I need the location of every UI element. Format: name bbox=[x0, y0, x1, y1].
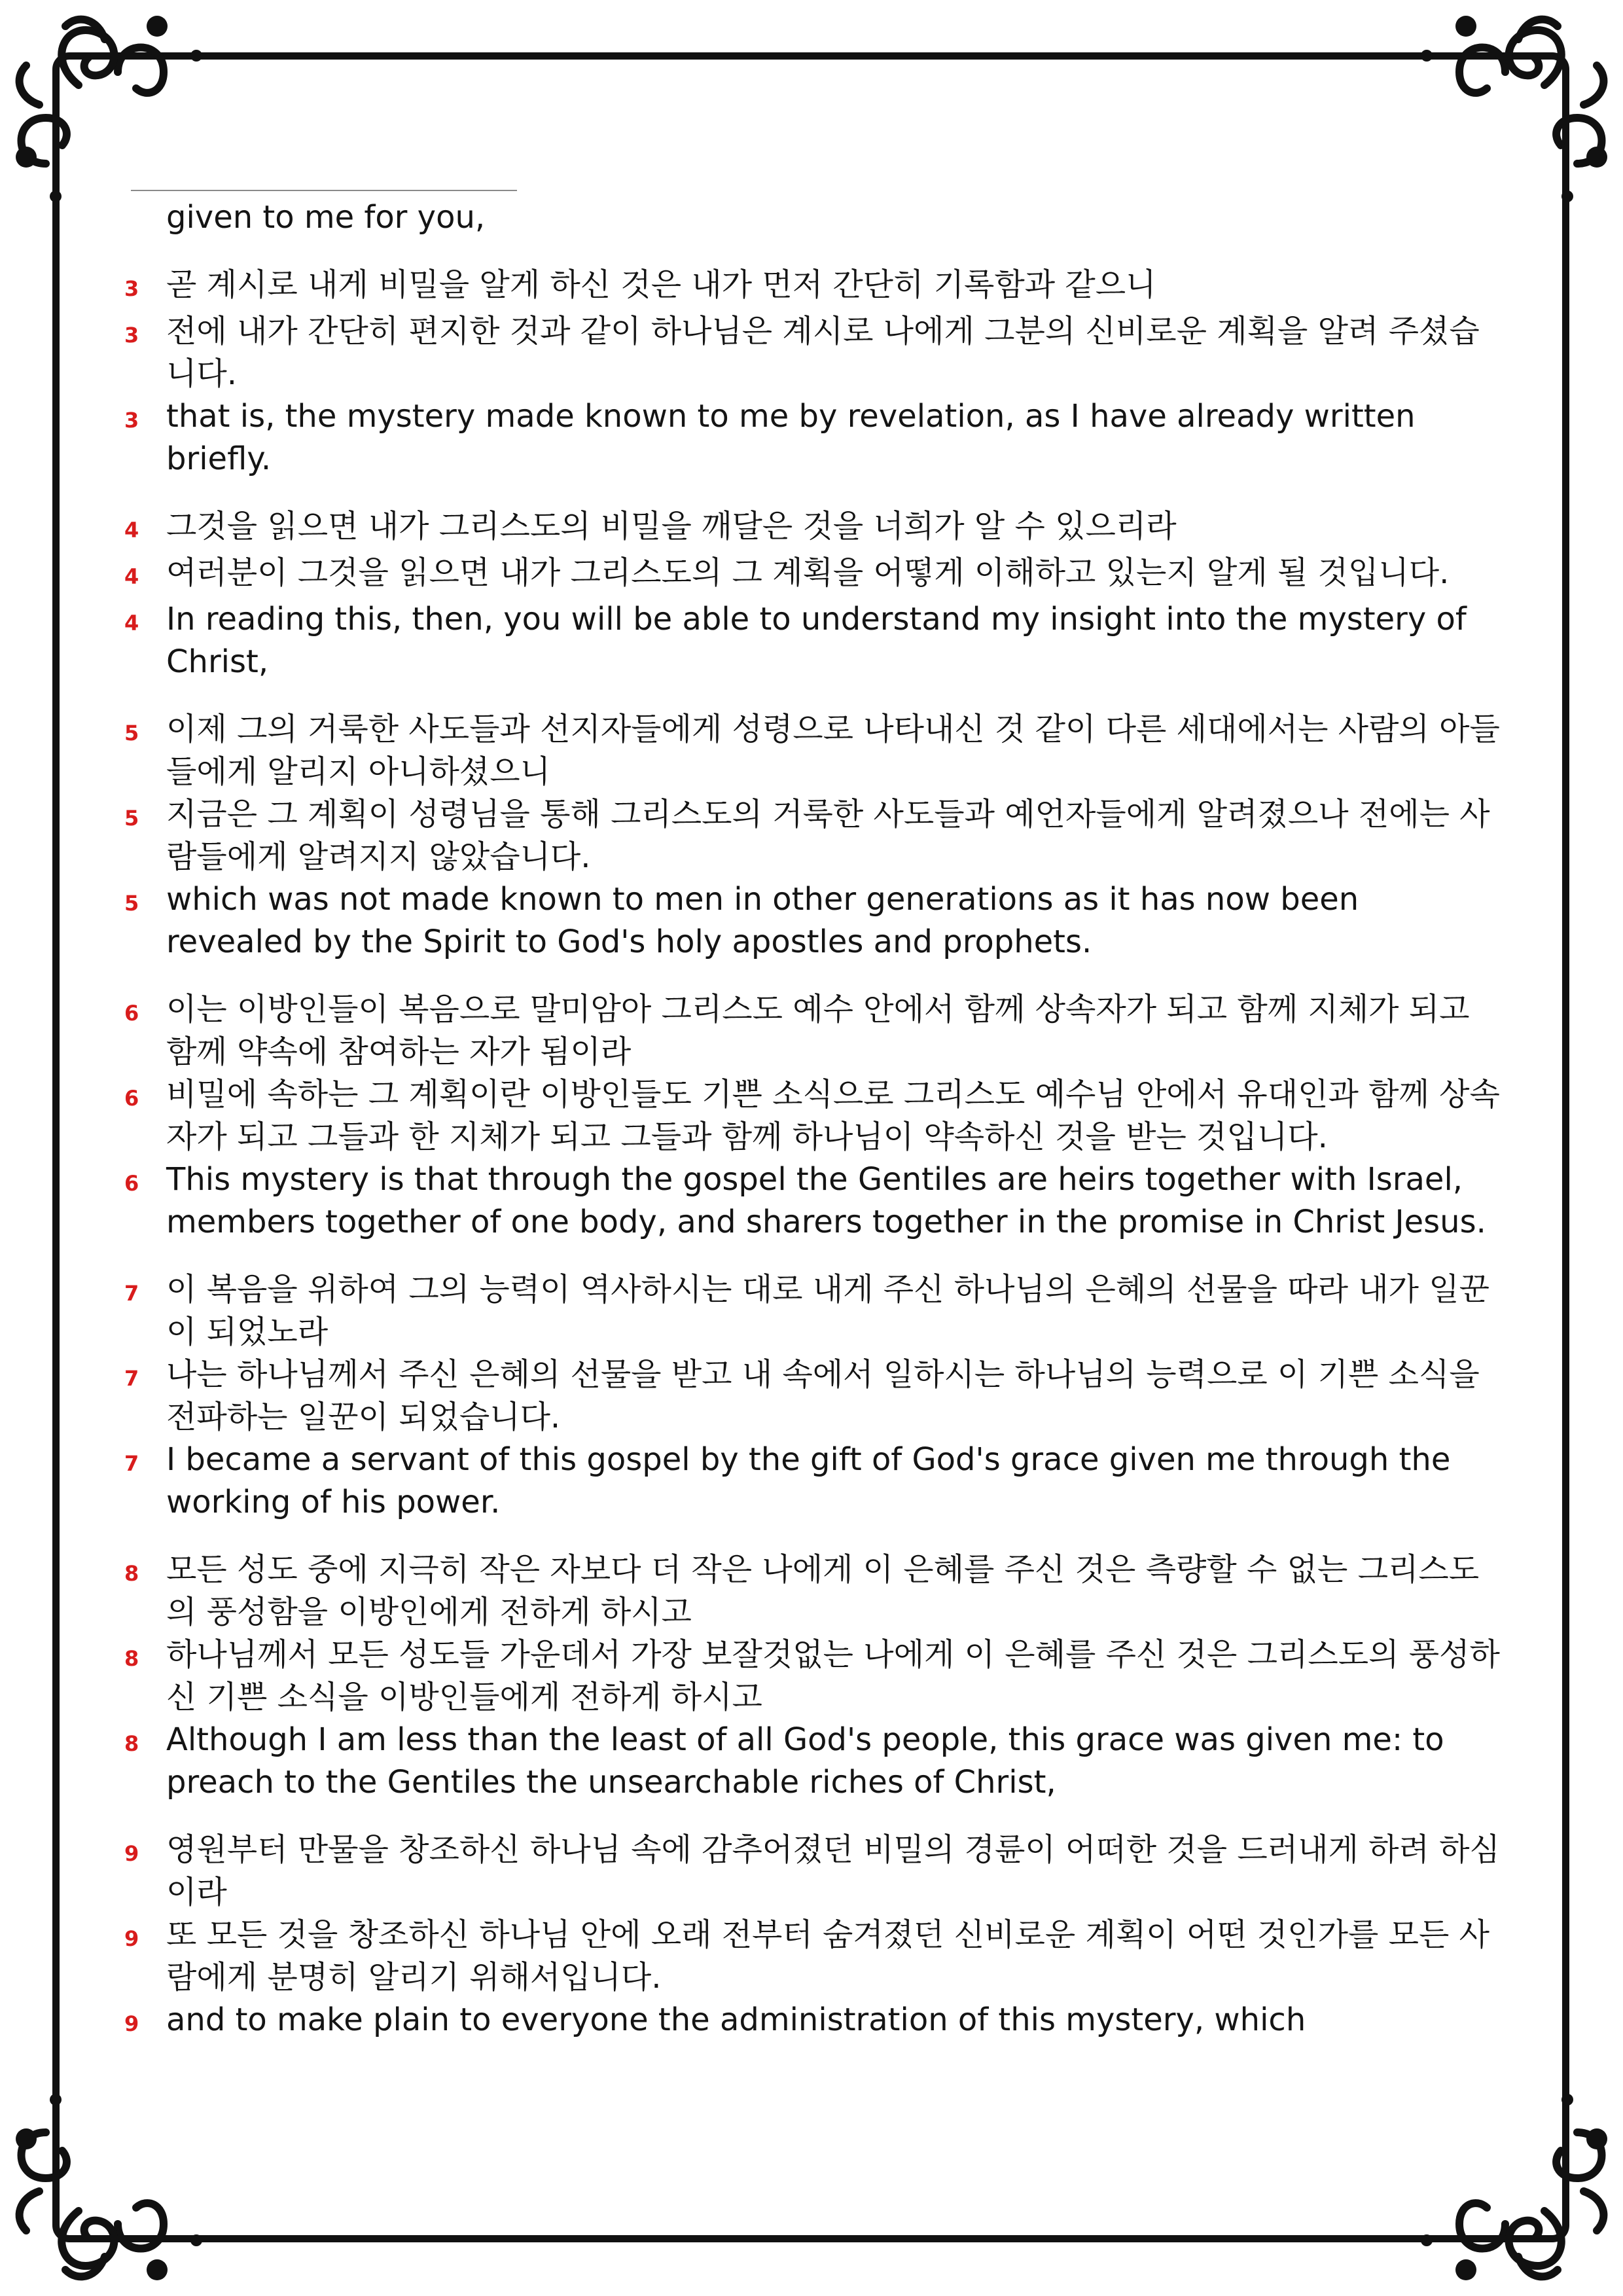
verse-content bbox=[124, 196, 1505, 2045]
verse-text: 또 모든 것을 창조하신 하나님 안에 오래 전부터 숨겨졌던 신비로운 계획이 어떤 것인가를 모든 사람에게 분명히 알리기 위해서입니다. bbox=[166, 1916, 1489, 1996]
verse-text: 이는 이방인들이 복음으로 말미암아 그리스도 예수 안에서 함께 상속자가 되고 함께 지체가 되고 함께 약속에 참여하는 자가 됨이라 bbox=[166, 991, 1470, 1070]
verse-number: 4 bbox=[124, 518, 139, 543]
verse-group-5 bbox=[124, 708, 1505, 963]
verse-line-korean-krv bbox=[124, 264, 1505, 310]
verse-group-4 bbox=[124, 505, 1505, 683]
verse-group-9 bbox=[124, 1829, 1505, 2045]
verse-number: 9 bbox=[124, 2011, 139, 2036]
verse-line-english bbox=[124, 395, 1505, 480]
verse-line-korean-modern bbox=[124, 1634, 1505, 1719]
verse-text: This mystery is that through the gospel the Gentiles are heirs together with Israel, members together of one body, and sharers together in the promise in Christ Jesus. bbox=[166, 1161, 1486, 1240]
verse-line-english bbox=[124, 598, 1505, 683]
verse-text: 여러분이 그것을 읽으면 내가 그리스도의 그 계획을 어떻게 이해하고 있는지 알게 될 것입니다. bbox=[166, 554, 1450, 591]
verse-text: 이제 그의 거룩한 사도들과 선지자들에게 성령으로 나타내신 것 같이 다른 세대에서는 사람의 아들들에게 알리지 아니하셨으니 bbox=[166, 711, 1500, 790]
verse-number: 5 bbox=[124, 721, 139, 745]
verse-text: 이 복음을 위하여 그의 능력이 역사하시는 대로 내게 주신 하나님의 은혜의 선물을 따라 내가 일꾼이 되었노라 bbox=[166, 1271, 1489, 1350]
verse-line-korean-modern bbox=[124, 552, 1505, 598]
verse-number: 9 bbox=[124, 1926, 139, 1951]
verse-line-korean-krv bbox=[124, 708, 1505, 793]
verse-line-korean-krv bbox=[124, 505, 1505, 552]
verse-line-korean-krv bbox=[124, 1829, 1505, 1914]
verse-text: 비밀에 속하는 그 계획이란 이방인들도 기쁜 소식으로 그리스도 예수님 안에서 유대인과 함께 상속자가 되고 그들과 한 지체가 되고 그들과 함께 하나님이 약속하신 것을 받는 것입니다. bbox=[166, 1076, 1500, 1155]
verse-text: 지금은 그 계획이 성령님을 통해 그리스도의 거룩한 사도들과 예언자들에게 알려졌으나 전에는 사람들에게 알려지지 않았습니다. bbox=[166, 796, 1490, 875]
verse-number: 6 bbox=[124, 1001, 139, 1026]
verse-group-3 bbox=[124, 264, 1505, 480]
verse-number: 3 bbox=[124, 276, 139, 301]
verse-number: 7 bbox=[124, 1451, 139, 1476]
corner-ornament-top-left bbox=[0, 0, 216, 216]
verse-number: 6 bbox=[124, 1171, 139, 1196]
verse-group-8 bbox=[124, 1549, 1505, 1804]
verse-text: 하나님께서 모든 성도들 가운데서 가장 보잘것없는 나에게 이 은혜를 주신 것은 그리스도의 풍성하신 기쁜 소식을 이방인들에게 전하게 하시고 bbox=[166, 1636, 1500, 1715]
verse-text: 영원부터 만물을 창조하신 하나님 속에 감추어졌던 비밀의 경륜이 어떠한 것을 드러내게 하려 하심이라 bbox=[166, 1831, 1500, 1910]
verse-text: 전에 내가 간단히 편지한 것과 같이 하나님은 계시로 나에게 그분의 신비로운 계획을 알려 주셨습니다. bbox=[166, 313, 1480, 392]
verse-line-korean-modern bbox=[124, 310, 1505, 395]
verse-line-english bbox=[124, 1439, 1505, 1524]
verse-number: 7 bbox=[124, 1281, 139, 1306]
verse-line-korean-modern bbox=[124, 793, 1505, 878]
verse-number: 3 bbox=[124, 408, 139, 433]
verse-number: 8 bbox=[124, 1646, 139, 1671]
continued-line: given to me for you, bbox=[166, 199, 486, 236]
verse-text: I became a servant of this gospel by the gift of God's grace given me through the working of his power. bbox=[166, 1441, 1451, 1520]
verse-line-korean-krv bbox=[124, 988, 1505, 1073]
verse-text: that is, the mystery made known to me by revelation, as I have already written briefly. bbox=[166, 398, 1416, 477]
verse-text: 나는 하나님께서 주신 은혜의 선물을 받고 내 속에서 일하시는 하나님의 능력으로 이 기쁜 소식을 전파하는 일꾼이 되었습니다. bbox=[166, 1356, 1480, 1435]
verse-number: 6 bbox=[124, 1086, 139, 1111]
verse-number: 8 bbox=[124, 1731, 139, 1756]
verse-line-english bbox=[124, 1999, 1505, 2045]
verse-line-korean-krv bbox=[124, 1268, 1505, 1354]
verse-text: which was not made known to men in other generations as it has now been revealed by the Spirit to God's holy apostles and prophets. bbox=[166, 881, 1359, 960]
top-divider-line bbox=[131, 190, 517, 191]
verse-line-korean-krv bbox=[124, 1549, 1505, 1634]
verse-line-english bbox=[124, 878, 1505, 963]
verse-number: 5 bbox=[124, 891, 139, 916]
verse-text: 모든 성도 중에 지극히 작은 자보다 더 작은 나에게 이 은혜를 주신 것은 측량할 수 없는 그리스도의 풍성함을 이방인에게 전하게 하시고 bbox=[166, 1551, 1480, 1630]
verse-line-korean-modern bbox=[124, 1354, 1505, 1439]
verse-number: 7 bbox=[124, 1366, 139, 1391]
verse-number: 5 bbox=[124, 806, 139, 831]
verse-line-korean-modern bbox=[124, 1914, 1505, 1999]
verse-text: In reading this, then, you will be able to understand my insight into the mystery of Christ, bbox=[166, 601, 1467, 680]
verse-number: 3 bbox=[124, 323, 139, 348]
corner-ornament-bottom-right bbox=[1407, 2080, 1623, 2296]
verse-number: 4 bbox=[124, 611, 139, 636]
verse-line-korean-modern bbox=[124, 1073, 1505, 1158]
verse-text: 곧 계시로 내게 비밀을 알게 하신 것은 내가 먼저 간단히 기록함과 같으니 bbox=[166, 266, 1156, 303]
verse-number: 4 bbox=[124, 564, 139, 589]
verse-group-6 bbox=[124, 988, 1505, 1244]
corner-ornament-bottom-left bbox=[0, 2080, 216, 2296]
verse-group-7 bbox=[124, 1268, 1505, 1524]
verse-line-english bbox=[124, 1158, 1505, 1244]
verse-text: Although I am less than the least of all God's people, this grace was given me: to preach to the Gentiles the unsearchable riches of Christ, bbox=[166, 1721, 1444, 1801]
corner-ornament-top-right bbox=[1407, 0, 1623, 216]
verse-line-english bbox=[124, 1719, 1505, 1804]
verse-text: 그것을 읽으면 내가 그리스도의 비밀을 깨달은 것을 너희가 알 수 있으리라 bbox=[166, 508, 1177, 545]
verse-number: 8 bbox=[124, 1561, 139, 1586]
verse-text: and to make plain to everyone the administration of this mystery, which bbox=[166, 2001, 1306, 2038]
verse-number: 9 bbox=[124, 1841, 139, 1866]
